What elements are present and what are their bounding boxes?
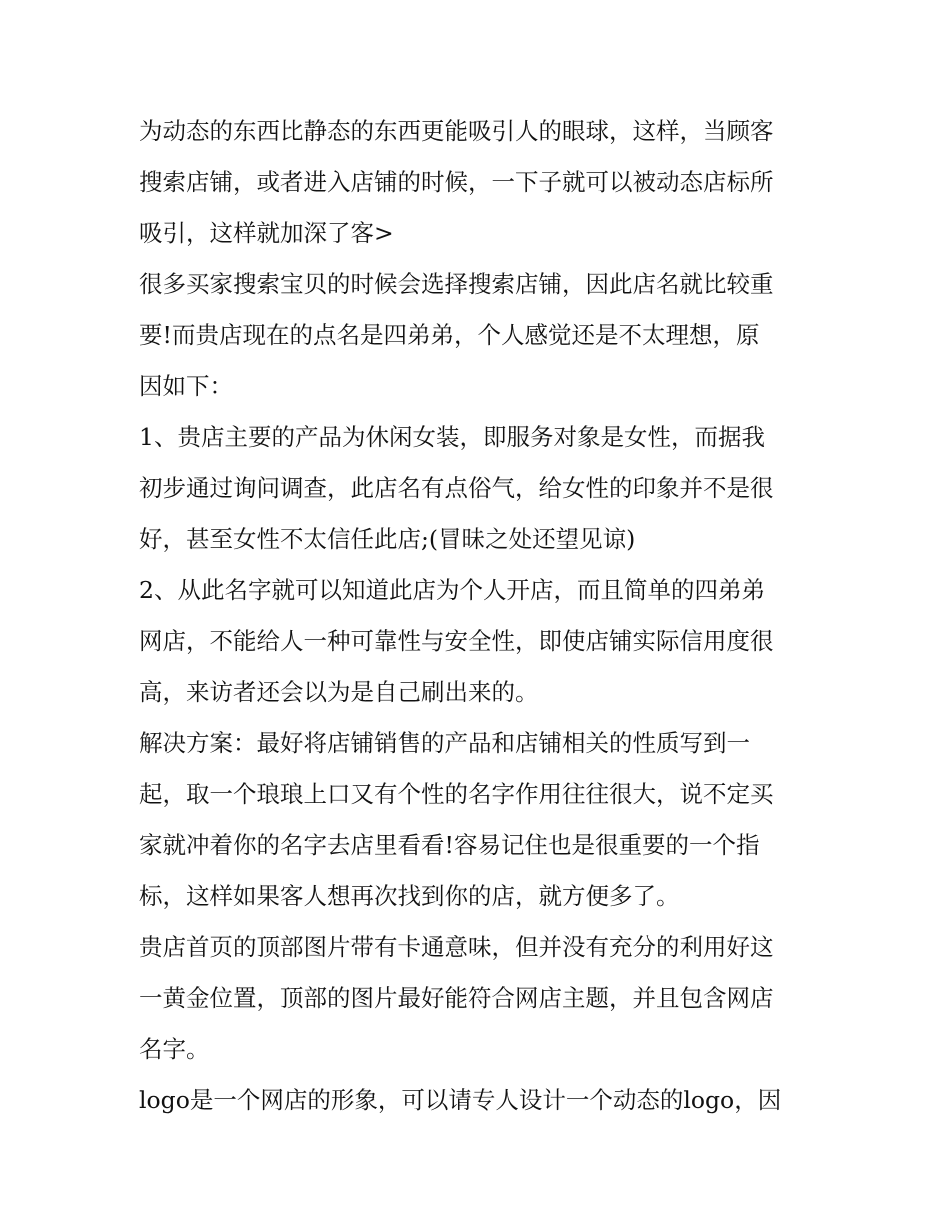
text-line: 为动态的东西比静态的东西更能吸引人的眼球，这样，当顾客: [139, 117, 774, 145]
text-line: 高，来访者还会以为是自己刷出来的。: [139, 678, 539, 706]
text-line: 家就冲着你的名字去店里看看!容易记住也是很重要的一个指: [139, 831, 760, 859]
text-line: 要!而贵店现在的点名是四弟弟，个人感觉还是不太理想，原: [139, 321, 760, 349]
text-line: 初步通过询问调查，此店名有点俗气，给女性的印象并不是很: [139, 474, 774, 502]
text-line: 吸引，这样就加深了客>: [139, 219, 394, 247]
text-line: 搜索店铺，或者进入店铺的时候，一下子就可以被动态店标所: [139, 168, 774, 196]
text-line: 标，这样如果客人想再次找到你的店，就方便多了。: [139, 882, 680, 910]
text-line: 名字。: [139, 1035, 210, 1063]
text-line: 1、贵店主要的产品为休闲女装，即服务对象是女性，而据我: [139, 423, 765, 451]
text-line: 起，取一个琅琅上口又有个性的名字作用往往很大，说不定买: [139, 780, 774, 808]
text-line: 网店，不能给人一种可靠性与安全性，即使店铺实际信用度很: [139, 627, 774, 655]
text-line: 解决方案：最好将店铺销售的产品和店铺相关的性质写到一: [139, 729, 750, 757]
text-line: 好，甚至女性不太信任此店;(冒昧之处还望见谅): [139, 525, 636, 553]
document-body: [139, 106, 819, 1126]
text-line: 因如下：: [139, 372, 233, 400]
text-line: 一黄金位置，顶部的图片最好能符合网店主题，并且包含网店: [139, 984, 774, 1012]
text-line: 2、从此名字就可以知道此店为个人开店，而且简单的四弟弟: [139, 576, 765, 604]
text-line: logo是一个网店的形象，可以请专人设计一个动态的logo，因: [139, 1086, 782, 1114]
text-line: 贵店首页的顶部图片带有卡通意味，但并没有充分的利用好这: [139, 933, 774, 961]
text-line: 很多买家搜索宝贝的时候会选择搜索店铺，因此店名就比较重: [139, 270, 774, 298]
